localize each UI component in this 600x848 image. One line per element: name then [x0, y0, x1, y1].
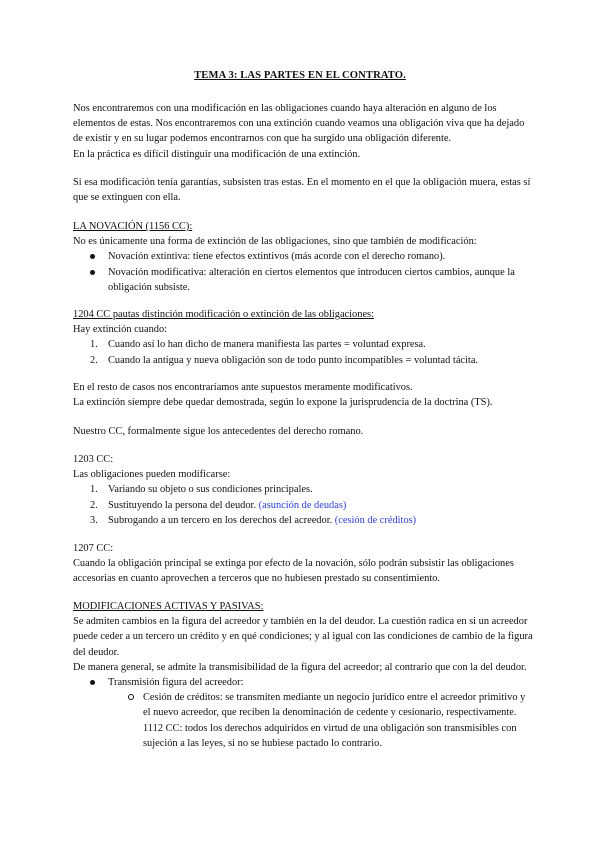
art1203-heading: 1203 CC:	[73, 454, 114, 465]
list-item: 1. Cuando así lo han dicho de manera manifiesta las partes = voluntad expresa.	[90, 339, 426, 351]
list-item: 2. Cuando la antigua y nueva obligación son de todo punto incompatibles = voluntad tácita.	[90, 354, 479, 366]
modificaciones-heading: MODIFICACIONES ACTIVAS Y PASIVAS:	[73, 601, 264, 612]
list-item: Novación modificativa: alteración en ciertos elementos que introducen ciertos cambios, aunque la obligación subsiste.	[73, 265, 533, 295]
list-item: Novación extintiva: tiene efectos extintivos (más acorde con el derecho romano).	[73, 249, 533, 264]
modificaciones-paragraph: Se admiten cambios en la figura del acreedor y también en la del deudor. La cuestión radica en si un acreedor puede ceder a un tercero un crédito y en qué condiciones; y al igual con las condiciones de cambio de la figura del deudor.	[73, 616, 533, 658]
resto-paragraph: En el resto de casos nos encontraríamos ante supuestos meramente modificativos.	[73, 382, 413, 393]
novacion-text: No es únicamente una forma de extinción de las obligaciones, sino que también de modificación:	[73, 236, 477, 248]
modificaciones-section	[73, 599, 533, 751]
art1203-list	[73, 482, 533, 528]
cesion-creditos-link[interactable]: (cesión de créditos)	[334, 514, 417, 526]
art1204-heading: 1204 CC pautas distinción modificación o extinción de las obligaciones:	[73, 309, 374, 320]
nuestro-paragraph: Nuestro CC, formalmente sigue los antecedentes del derecho romano.	[73, 426, 364, 437]
art1203-text: Las obligaciones pueden modificarse:	[73, 469, 231, 481]
intro-paragraph: Nos encontraremos con una modificación en las obligaciones cuando haya alteración en alguno de los elementos de estas. Nos encontraremos con una extinción cuando veamos una obligación viva que ha dejado de existir y en su lugar podemos encontrarnos con que ha surgido una obligación diferente.	[73, 103, 525, 145]
art1204-text: Hay extinción cuando:	[73, 324, 168, 336]
modificaciones-paragraph: De manera general, se admite la transmisibilidad de la figura del acreedor; al contrario que con la del deudor.	[73, 661, 527, 673]
art1204-list	[73, 337, 533, 367]
sub-list-item: Cesión de créditos: se transmiten mediante un negocio jurídico entre el acreedor primitivo y el nuevo acreedor, que reciben la denominación de cedente y cesionario, respectivamente.	[73, 690, 533, 720]
art1204-section	[73, 307, 533, 368]
modificaciones-list	[73, 675, 533, 690]
art1207-section	[73, 541, 533, 587]
list-item: Transmisión figura del acreedor:	[73, 675, 533, 690]
novacion-heading: LA NOVACIÓN (1156 CC):	[73, 221, 193, 232]
novacion-section	[73, 219, 533, 295]
list-item: 3. Subrogando a un tercero en los derechos del acreedor. (cesión de créditos)	[90, 514, 417, 526]
list-item: 1. Variando su objeto o sus condiciones principales.	[90, 484, 313, 496]
art1203-section	[73, 452, 533, 528]
intro-paragraph: En la práctica es difícil distinguir una modificación de una extinción.	[73, 148, 361, 160]
art1207-heading: 1207 CC:	[73, 543, 114, 554]
resto-section	[73, 380, 533, 410]
garantias-paragraph: Si esa modificación tenía garantías, subsisten tras estas. En el momento en el que la obligación muera, estas sí que se extinguen con ella.	[73, 177, 531, 204]
art1112-paragraph: 1112 CC: todos los derechos adquiridos en virtud de una obligación son transmisibles con sujeción a las leyes, si no se hubiese pactado lo contrario.	[143, 722, 517, 749]
page-title: TEMA 3: LAS PARTES EN EL CONTRATO.	[194, 70, 406, 81]
art1207-text: Cuando la obligación principal se extinga por efecto de la novación, sólo podrán subsistir las obligaciones accesorias en cuanto aprovechen a terceros que no hubiesen prestado su consentimiento.	[73, 558, 514, 585]
list-item: 2. Sustituyendo la persona del deudor. (asunción de deudas)	[90, 499, 347, 511]
novacion-list	[73, 249, 533, 295]
resto-paragraph: La extinción siempre debe quedar demostrada, según lo expone la jurisprudencia de la doctrina (TS).	[73, 397, 493, 409]
modificaciones-sublist	[73, 690, 533, 720]
asuncion-deudas-link[interactable]: (asunción de deudas)	[258, 499, 347, 511]
intro-section	[73, 101, 533, 162]
